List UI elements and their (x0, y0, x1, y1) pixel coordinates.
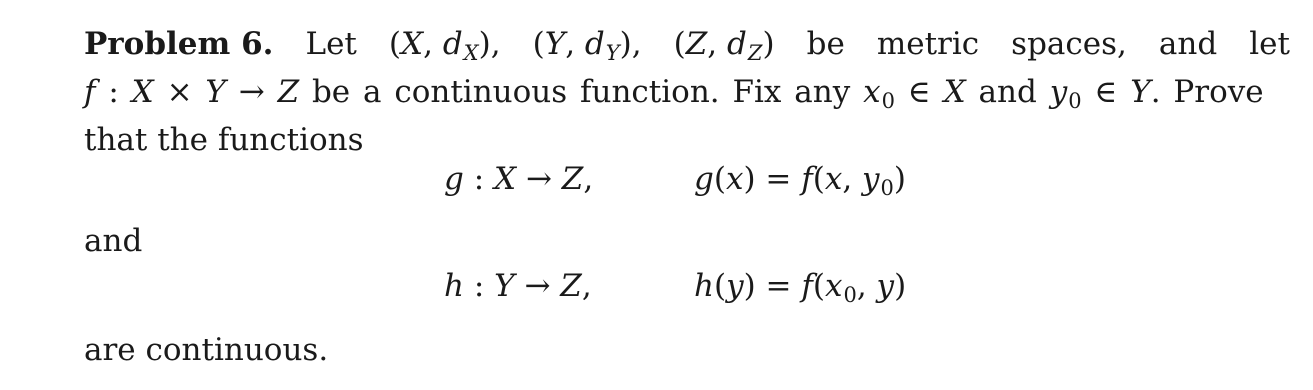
metric-space-x: (X, dX), (388, 26, 501, 65)
word-be: be (806, 26, 845, 62)
word-spaces: spaces, (1011, 26, 1127, 62)
closing-text: are continuous. (84, 332, 329, 368)
problem-line-1 (84, 22, 1290, 70)
problem-statement (84, 22, 1290, 163)
metric-space-z: (Z, dZ) (673, 26, 775, 65)
display-equation-g (444, 157, 906, 205)
word-and: and (1158, 26, 1218, 62)
word-let: Let (305, 26, 357, 62)
h-definition: h(y) = f(x0, y) (694, 268, 907, 307)
problem-heading: Problem 6. (84, 26, 274, 62)
connector-and: and (84, 223, 143, 259)
display-equation-h (444, 264, 906, 312)
word-let-2: let (1249, 26, 1290, 62)
metric-space-y: (Y, dY), (532, 26, 642, 65)
h-signature: h : Y → Z, (444, 268, 592, 304)
g-definition: g(x) = f(x, y0) (694, 161, 907, 200)
problem-line-3: that the functions (84, 122, 364, 158)
g-signature: g : X → Z, (444, 161, 594, 197)
problem-line-2: f : X × Y → Z be a continuous function. Fix any x0 ∈ X and y0 ∈ Y. Prove (84, 74, 1264, 113)
word-metric: metric (876, 26, 980, 62)
